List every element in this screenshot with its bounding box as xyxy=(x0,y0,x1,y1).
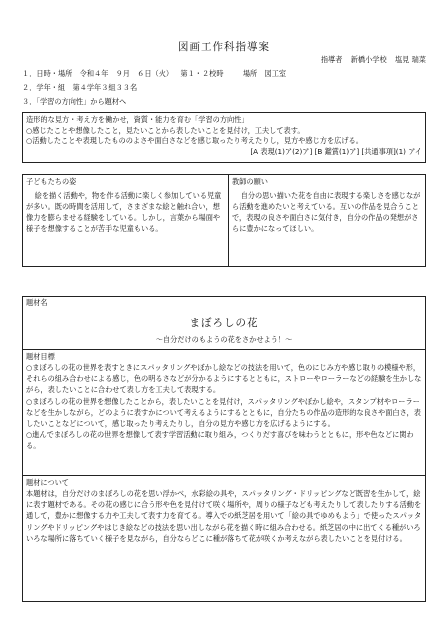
material-name-section xyxy=(23,297,425,350)
goal-item: ○まぼろしの花の世界を表すときにスパッタリングやぼかし絵などの技法を用いて，色のにじみ方や感じ取りの模様や形，それらの組み合わせによる感じ，色の明るさなどが分かるようにするとともに，ストローやローラーなどの経験を生かしながら，表したいことに合わせて表し方を工夫して表現する。 xyxy=(26,363,422,395)
page-title: 図画工作科指導案 xyxy=(178,41,270,53)
direction-intro: 造形的な見方・考え方を働かせ，資質・能力を育む「学習の方向性」 xyxy=(26,115,249,124)
teacher-column xyxy=(229,175,425,266)
direction-item: ○感じたことや想像したこと，見たいことから表したいことを見付け，工夫して表す。 xyxy=(26,125,305,135)
author-line xyxy=(315,55,426,65)
children-heading: 子どもたちの姿 xyxy=(26,177,77,186)
teacher-heading: 教師の願い xyxy=(232,177,268,186)
place-value: 図工室 xyxy=(264,69,287,78)
goal-item: ○まぼろしの花の世界を想像したことから，表したいことを見付け，スパッタリングやぼかし絵や，スタンプ材やローラーなどを生かしながら，どのように表すかについて考えるようにするとともに，自分たちの作品の造形的な良さや面白さ，表したいことなどについて，感じ取ったり考えたりし，自分の見方や感じ方を広げるようにする。 xyxy=(26,396,421,428)
about-section xyxy=(23,476,425,601)
direction-heading: ３．「学習の方向性」から題材へ xyxy=(22,97,127,106)
period-value: 第１・２校時 xyxy=(180,69,224,78)
direction-refs: [A 表現(1)ア(2)ア] [B 鑑賞(1)ア] [共通事項](1) アイ xyxy=(250,147,422,157)
grade-row xyxy=(22,83,142,93)
about-text: 本題材は，自分だけのまぼろしの花を思い浮かべ，水彩絵の具や，スパッタリング・ドリッピングなど既習を生かして，絵に表す題材である。その花の感じに合う形や色を見付けて咲く場所や，周りの様子なども考えたりして表したりする活動を通して，豊かに想像する力や工夫して表す力を育てる。導入での紙芝居を用いて「絵の具でゆめもよう」で使ったスパッタリングやドリッピングやはじき絵などの技法を思い出しながら花を描く時に組み合わせる。紙芝居の中に出てくる種がいろいろな場所に落ちていく様子を見ながら，自分ならどこに種が落ちて花が咲くか考えながら表したいことを見付ける。 xyxy=(26,489,422,543)
goal-item: ○進んでまぼろしの花の世界を想像して表す学習活動に取り組み，つくりだす喜びを味わうとともに，形や色などに関わる。 xyxy=(26,430,414,451)
datetime-row xyxy=(22,69,291,79)
direction-box xyxy=(22,112,426,163)
material-name: まぼろしの花 xyxy=(189,316,259,329)
about-label: 題材について xyxy=(26,478,69,487)
datetime-label: １．日時・場所 xyxy=(22,69,73,78)
children-text: 絵を描く活動や，物を作る活動に楽しく参加している児童が多い。既の時間を活用して，さまざまな絵と触れ合い，想像力を膨らませる経験をしている。しかし，言葉から場面や様子を想像することが苦手な児童もいる。 xyxy=(26,190,222,234)
children-teacher-box xyxy=(22,174,426,267)
place-label: 場所 xyxy=(242,69,258,78)
goals-label: 題材目標 xyxy=(26,352,55,361)
author-label: 指導者 xyxy=(320,55,343,64)
teacher-text: 自分の思い描いた花を自由に表現する楽しさを感じながら活動を進めたいと考えている。互いの作品を見合うことで，表現の良さや面白さに気付き，自分の作品の発想がさらに豊かになってほしい。 xyxy=(232,190,421,234)
children-column xyxy=(23,175,229,266)
grade-value: 第４学年３組３３名 xyxy=(72,83,138,92)
date-value: 令和４年 ９月 ６日（火） xyxy=(79,69,174,78)
direction-item: ○活動したことや表現したもののよさや面白さなどを感じ取ったり考えたりし，見方や感じ方を広げる。 xyxy=(26,136,363,146)
material-label: 題材名 xyxy=(26,298,48,307)
material-box xyxy=(22,296,426,602)
author-school: 新橋小学校 xyxy=(350,55,387,64)
author-name: 塩見 瑞菜 xyxy=(394,55,426,64)
grade-label: ２．学年・組 xyxy=(22,83,66,92)
goals-section xyxy=(23,350,425,476)
material-subtitle: ～自分だけのもようの花をさかせよう！～ xyxy=(155,334,293,344)
